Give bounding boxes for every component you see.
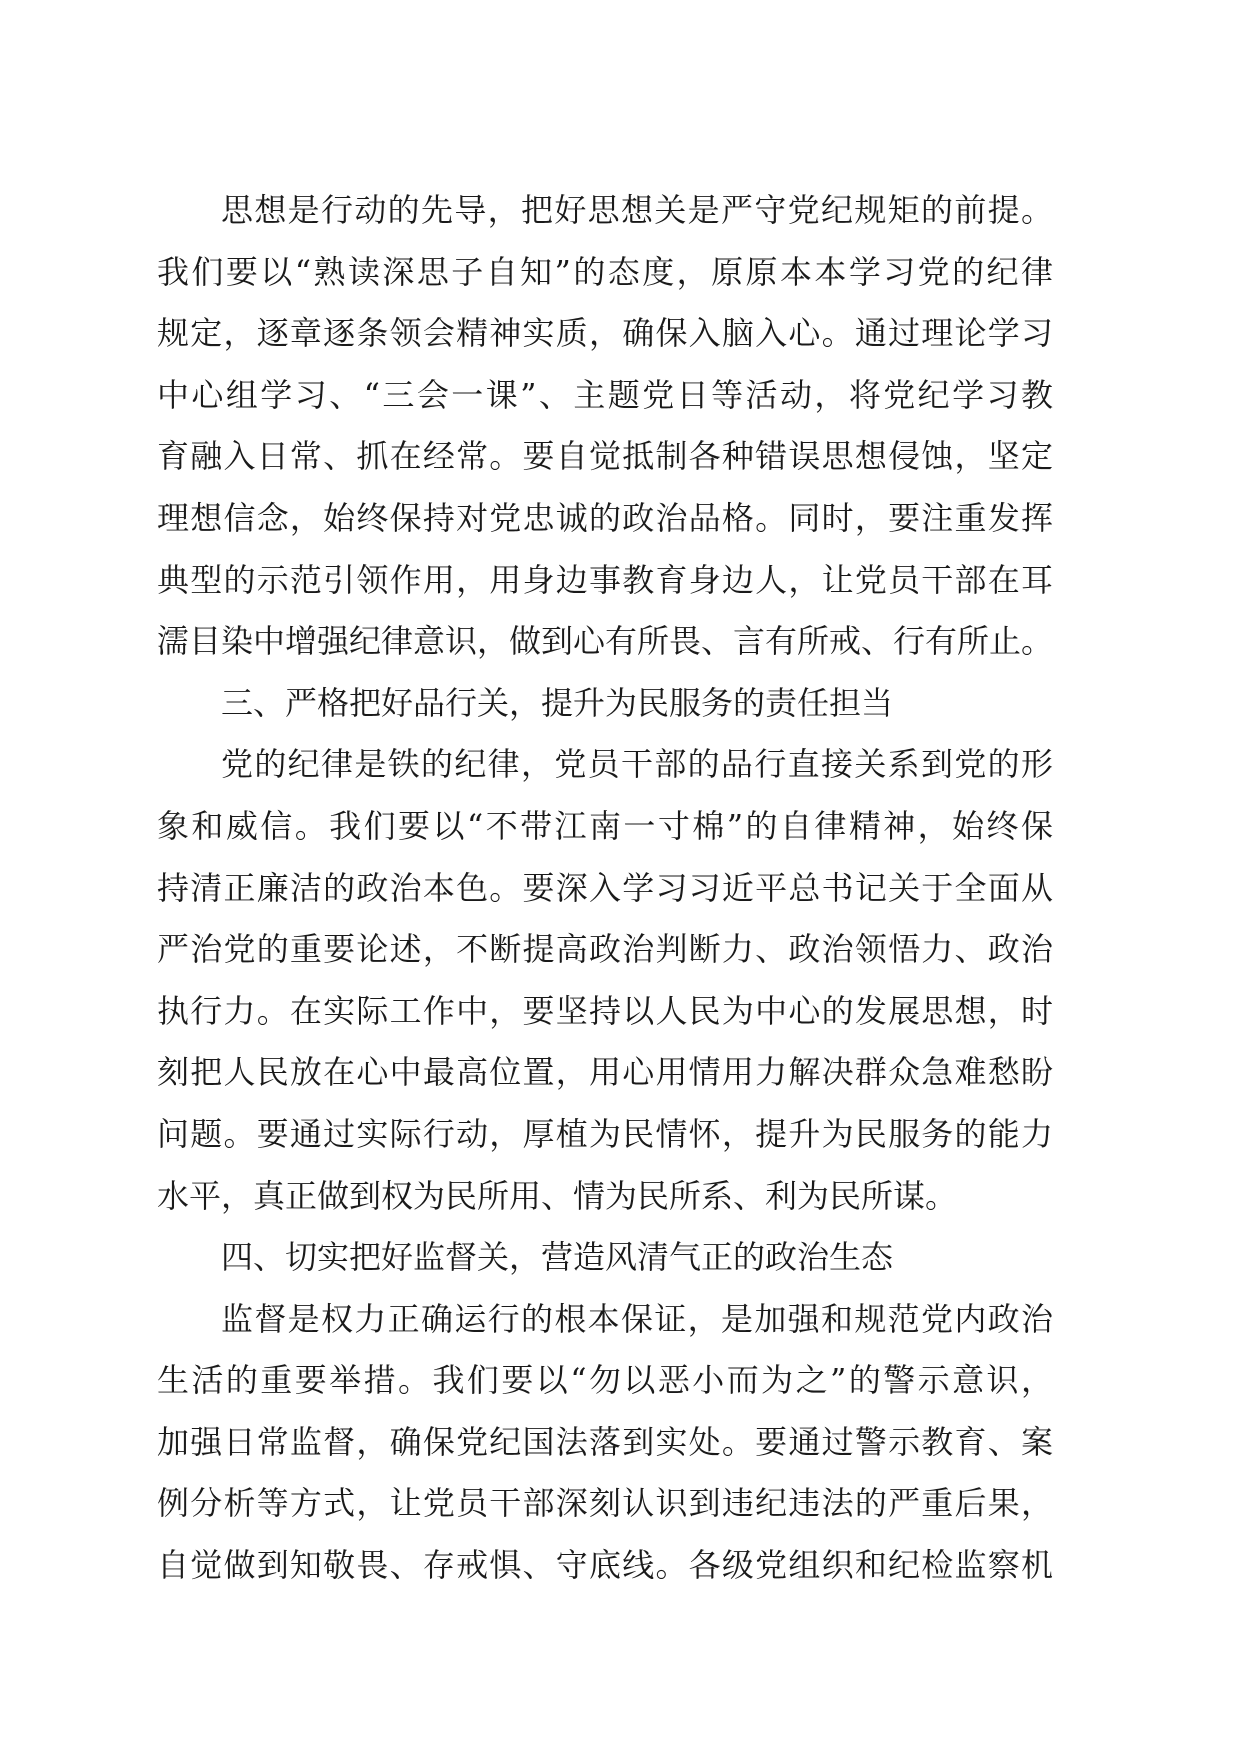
paragraph-line: 理想信念，始终保持对党忠诚的政治品格。同时，要注重发挥 (157, 498, 1053, 537)
paragraph-line: 典型的示范引领作用，用身边事教育身边人，让党员干部在耳 (157, 560, 1053, 599)
paragraph-line: 思想是行动的先导，把好思想关是严守党纪规矩的前提。 (221, 191, 1053, 229)
paragraph-line: 党的纪律是铁的纪律，党员干部的品行直接关系到党的形 (221, 745, 1053, 784)
paragraph-line: 规定，逐章逐条领会精神实质，确保入脑入心。通过理论学习 (157, 314, 1053, 353)
paragraph-line: 加强日常监督，确保党纪国法落到实处。要通过警示教育、案 (157, 1422, 1053, 1461)
paragraph-line: 育融入日常、抓在经常。要自觉抵制各种错误思想侵蚀，坚定 (157, 437, 1053, 476)
paragraph-line: 例分析等方式，让党员干部深刻认识到违纪违法的严重后果， (157, 1484, 1053, 1523)
paragraph-line: 象和威信。我们要以“不带江南一寸棉”的自律精神，始终保 (157, 806, 1053, 845)
paragraph-line: 我们要以“熟读深思子自知”的态度，原原本本学习党的纪律 (157, 252, 1053, 291)
paragraph-line: 自觉做到知敬畏、存戒惧、守底线。各级党组织和纪检监察机 (157, 1546, 1053, 1585)
document-body (157, 180, 1053, 1597)
paragraph-line: 执行力。在实际工作中，要坚持以人民为中心的发展思想，时 (157, 991, 1053, 1030)
paragraph-line: 问题。要通过实际行动，厚植为民情怀，提升为民服务的能力 (157, 1114, 1053, 1153)
section-heading: 三、严格把好品行关，提升为民服务的责任担当 (221, 683, 894, 722)
paragraph-line: 持清正廉洁的政治本色。要深入学习习近平总书记关于全面从 (157, 868, 1053, 907)
paragraph-line: 水平，真正做到权为民所用、情为民所系、利为民所谋。 (157, 1176, 958, 1215)
paragraph-line: 刻把人民放在心中最高位置，用心用情用力解决群众急难愁盼 (157, 1053, 1053, 1092)
paragraph-line: 严治党的重要论述，不断提高政治判断力、政治领悟力、政治 (157, 930, 1053, 969)
paragraph-line: 中心组学习、“三会一课”、主题党日等活动，将党纪学习教 (157, 375, 1053, 414)
section-heading: 四、切实把好监督关，营造风清气正的政治生态 (221, 1238, 894, 1277)
paragraph-line: 濡目染中增强纪律意识，做到心有所畏、言有所戒、行有所止。 (157, 622, 1054, 661)
paragraph-line: 监督是权力正确运行的根本保证，是加强和规范党内政治 (221, 1299, 1053, 1338)
paragraph-line: 生活的重要举措。我们要以“勿以恶小而为之”的警示意识， (157, 1361, 1053, 1400)
